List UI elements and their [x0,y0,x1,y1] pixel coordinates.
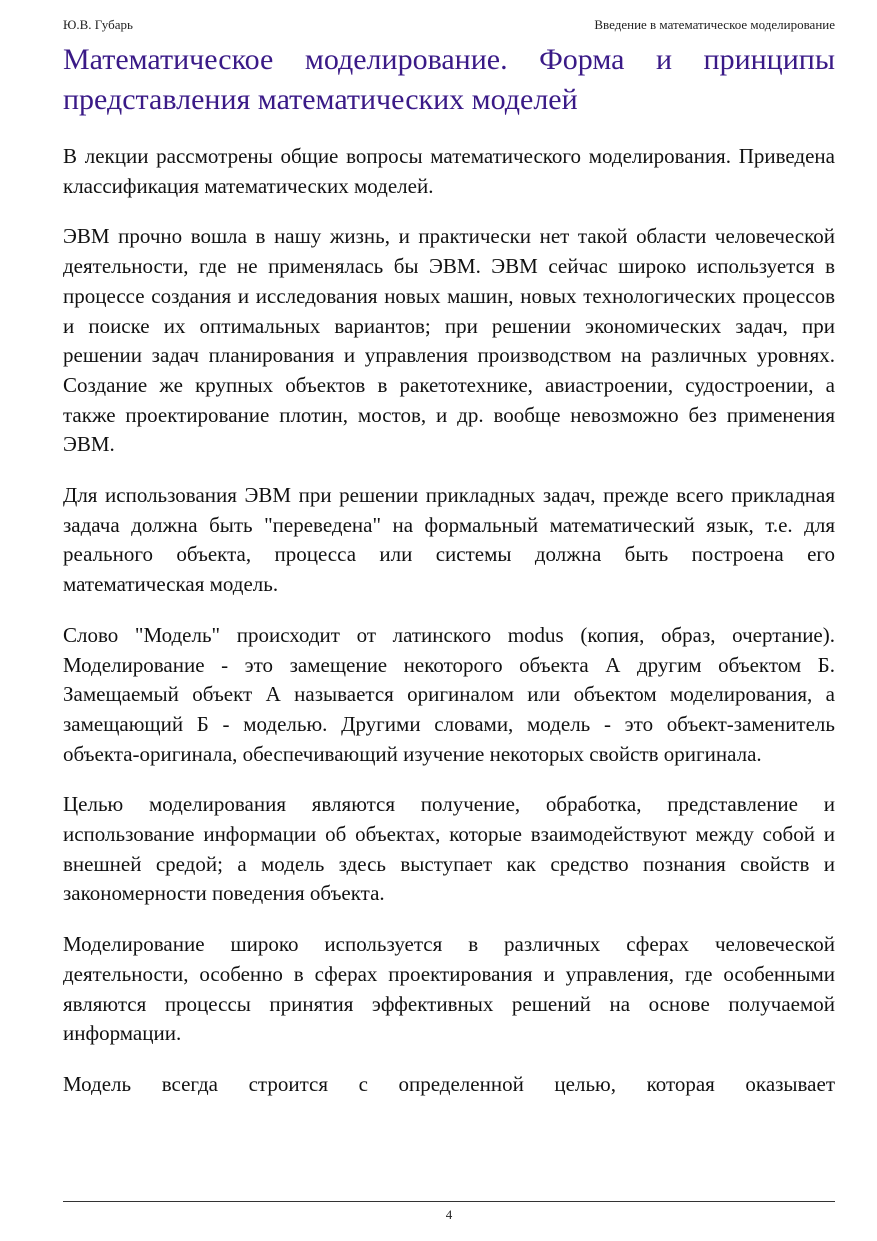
paragraph: Слово "Модель" происходит от латинского modus (копия, образ, очертание). Моделирование - это замещение некоторого объекта А другим объектом Б. Замещаемый объект А называется оригиналом или объектом моделирования, а замещающий Б - моделью. Другими словами, модель - это объект-заменитель объекта-оригинала, обеспечивающий изучение некоторых свойств оригинала. [63,622,835,766]
paragraph: Для использования ЭВМ при решении прикладных задач, прежде всего прикладная задача должна быть "переведена" на формальный математический язык, т.е. для реального объекта, процесса или системы должна быть построена его математическая модель. [63,483,835,597]
paragraph: Моделирование широко используется в различных сферах человеческой деятельности, особенно в сферах проектирования и управления, где особенными являются процессы принятия эффективных решений на основе получаемой информации. [63,932,835,1046]
page-number: 4 [445,1207,453,1222]
paragraph-continued: Модель всегда строится с определенной целью, которая оказывает [63,1071,835,1096]
paragraph-intro: В лекции рассмотрены общие вопросы математического моделирования. Приведена классификация математических моделей. [63,144,835,198]
footer-divider [63,1201,835,1202]
body-text [63,142,835,1100]
paragraph: Целью моделирования являются получение, обработка, представление и использование информации об объектах, которые взаимодействуют между собой и внешней средой; а модель здесь выступает как средство познания свойств и закономерности поведения объекта. [63,792,835,906]
header-course-title: Введение в математическое моделирование [594,17,835,32]
document-page [63,0,835,1241]
paragraph: ЭВМ прочно вошла в нашу жизнь, и практически нет такой области человеческой деятельности, где не применялась бы ЭВМ. ЭВМ сейчас широко используется в процессе создания и исследования новых машин, новых технологических процессов и поиске их оптимальных вариантов; при решении экономических задач, при решении задач планирования и управления производством на различных уровнях. Создание же крупных объектов в ракетотехнике, авиастроении, судостроении, а также проектирование плотин, мостов, и др. вообще невозможно без применения ЭВМ. [63,224,835,457]
running-header [63,16,835,34]
header-author: Ю.В. Губарь [63,17,133,32]
lecture-title: Математическое моделирование. Форма и принципы представления математических моделей [63,43,835,116]
